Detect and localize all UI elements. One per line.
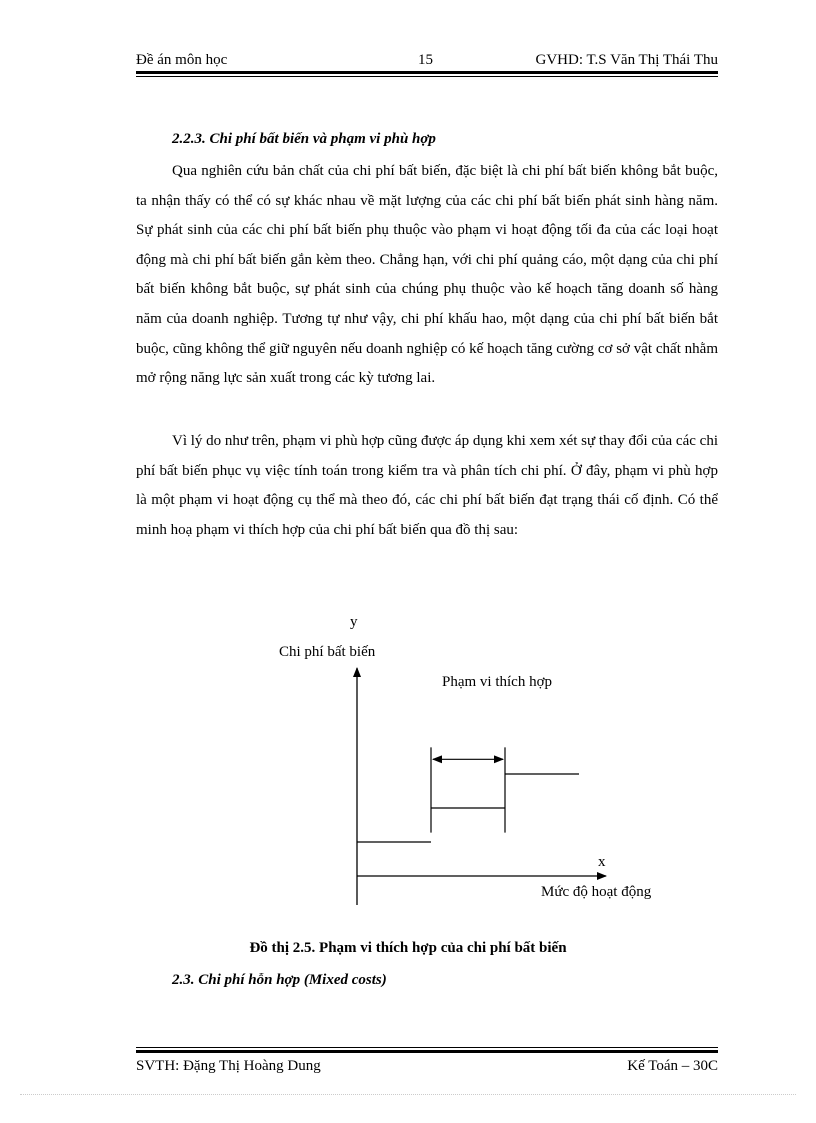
paragraph-2: Vì lý do như trên, phạm vi phù hợp cũng được áp dụng khi xem xét sự thay đổi của các chi phí bất biến phục vụ việc tính toán trong kiểm tra và phân tích chi phí. Ở đây, phạm vi phù hợp là một phạm vi hoạt động cụ thể mà theo đó, các chi phí bất biến đạt trạng thái cố định. Có thể minh hoạ phạm vi thích hợp của chi phí bất biến qua đồ thị sau: [136, 433, 718, 538]
header-supervisor: GVHD: T.S Văn Thị Thái Thu [535, 52, 718, 68]
x-axis-symbol: x [598, 854, 606, 870]
footer-student: SVTH: Đặng Thị Hoàng Dung [136, 1058, 321, 1074]
page-footer [136, 1056, 718, 1076]
header-rule-thick [136, 71, 718, 74]
y-axis-symbol: y [350, 614, 358, 630]
paragraph-1: Qua nghiên cứu bản chất của chi phí bất biến, đặc biệt là chi phí bất biến không bắt buộc, ta nhận thấy có thể có sự khác nhau về mặt lượng của các chi phí bất biến phát sinh hàng năm. Sự phát sinh của các chi phí bất biến phụ thuộc vào phạm vi hoạt động tối đa của các loại hoạt động mà chi phí bất biến gắn kèm theo. Chẳng hạn, với chi phí quảng cáo, một dạng của chi phí bất biến không bắt buộc, sự phát sinh của chúng phụ thuộc vào kế hoạch tăng doanh số hàng năm của doanh nghiệp. Tương tự như vậy, chi phí khấu hao, một dạng của chi phí bất biến bắt buộc, cũng không thể giữ nguyên nếu doanh nghiệp có kế hoạch tăng cường cơ sở vật chất nhằm mở rộng năng lực sản xuất trong các kỳ tương lai. [136, 163, 718, 387]
page-edge-dotted [20, 1094, 796, 1095]
page-header [136, 50, 718, 70]
x-axis-label: Mức độ hoạt động [541, 884, 652, 900]
footer-rule-thin [136, 1047, 718, 1048]
footer-class: Kế Toán – 30C [627, 1058, 718, 1074]
figure-caption: Đồ thị 2.5. Phạm vi thích hợp của chi phí bất biến [249, 940, 567, 956]
footer-rule-thick [136, 1050, 718, 1053]
relevant-range-label: Phạm vi thích hợp [442, 674, 553, 690]
page-number: 15 [418, 52, 433, 68]
section-heading: 2.2.3. Chi phí bất biến và phạm vi phù hợp [172, 131, 436, 147]
next-section-heading: 2.3. Chi phí hỗn hợp (Mixed costs) [172, 972, 387, 988]
y-axis-label: Chi phí bất biến [279, 644, 376, 660]
header-course-label: Đề án môn học [136, 52, 228, 68]
header-rule-thin [136, 76, 718, 77]
